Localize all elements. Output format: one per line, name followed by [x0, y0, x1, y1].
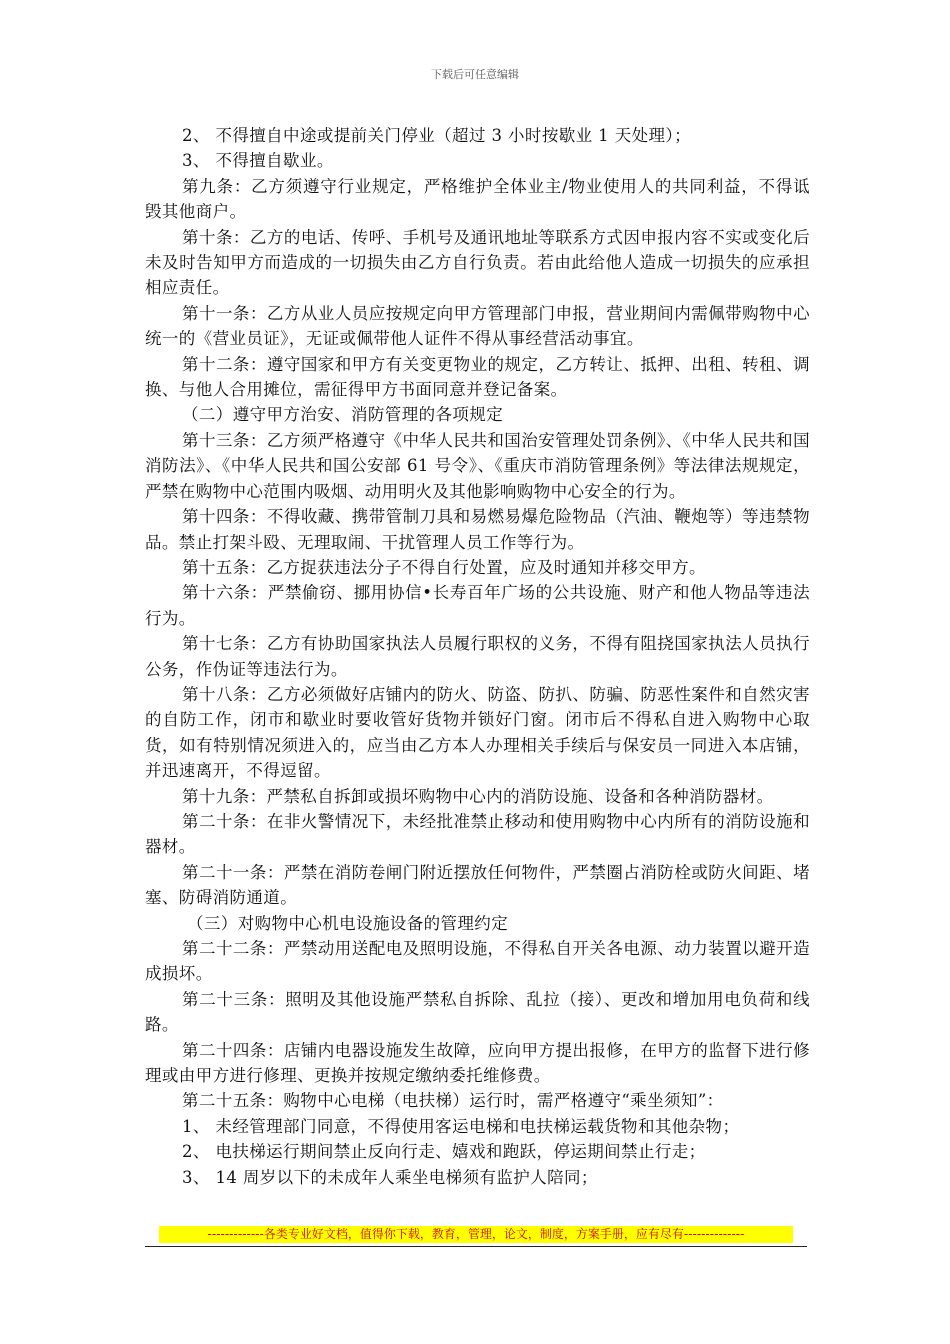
paragraph: 第十二条：遵守国家和甲方有关变更物业的规定，乙方转让、抵押、出租、转租、调换、与他人合用摊位，需征得甲方书面同意并登记备案。	[145, 354, 810, 400]
page-header: 下载后可任意编辑	[431, 68, 519, 81]
paragraph: 第二十二条：严禁动用送配电及照明设施，不得私自开关各电源、动力装置以避开造成损坏。	[145, 939, 810, 984]
paragraph: 第二十四条：店铺内电器设施发生故障，应向甲方提出报修，在甲方的监督下进行修理或由甲方进行修理、更换并按规定缴纳委托维修费。	[145, 1040, 810, 1086]
paragraph: 第十四条：不得收藏、携带管制刀具和易燃易爆危险物品（汽油、鞭炮等）等违禁物品。禁止打架斗殴、无理取闹、干扰管理人员工作等行为。	[145, 507, 810, 552]
paragraph: 第十条：乙方的电话、传呼、手机号及通讯地址等联系方式因申报内容不实或变化后未及时告知甲方而造成的一切损失由乙方自行负责。若由此给他人造成一切损失的应承担相应责任。	[145, 227, 810, 298]
paragraph: 第二十条：在非火警情况下，未经批准禁止移动和使用购物中心内所有的消防设施和器材。	[145, 811, 810, 857]
paragraph: （二）遵守甲方治安、消防管理的各项规定	[182, 405, 504, 425]
paragraph: 第十三条：乙方须严格遵守《中华人民共和国治安管理处罚条例》、《中华人民共和国消防法》、《中华人民共和国公安部 61 号令》、《重庆市消防管理条例》等法律法规规定，严禁在购物中心范围内吸烟、动用明火及其他影响购物中心安全的行为。	[145, 430, 810, 501]
paragraph: 3、 不得擅自歇业。	[182, 151, 334, 171]
paragraph: 第十六条：严禁偷窃、挪用协信•长寿百年广场的公共设施、财产和他人物品等违法行为。	[145, 583, 810, 628]
footer-divider	[145, 1246, 807, 1247]
paragraph: 第二十五条：购物中心电梯（电扶梯）运行时，需严格遵守“乘坐须知”：	[182, 1091, 724, 1111]
paragraph: 1、 未经管理部门同意，不得使用客运电梯和电扶梯运载货物和其他杂物；	[182, 1116, 740, 1136]
document-body	[145, 123, 810, 1190]
paragraph: （三）对购物中心机电设施设备的管理约定	[187, 913, 509, 933]
paragraph: 第十七条：乙方有协助国家执法人员履行职权的义务，不得有阻挠国家执法人员执行公务，作伪证等违法行为。	[145, 634, 810, 679]
paragraph: 2、 不得擅自中途或提前关门停业（超过 3 小时按歇业 1 天处理）；	[182, 126, 691, 145]
paragraph: 第二十一条：严禁在消防卷闸门附近摆放任何物件，严禁圈占消防栓或防火间距、堵塞、防碍消防通道。	[145, 862, 810, 908]
paragraph: 第十八条：乙方必须做好店铺内的防火、防盗、防扒、防骗、防恶性案件和自然灾害的自防工作，闭市和歇业时要收管好货物并锁好门窗。闭市后不得私自进入购物中心取货，如有特别情况须进入的，应当由乙方本人办理相关手续后与保安员一同进入本店铺，并迅速离开，不得逗留。	[145, 684, 810, 781]
paragraph: 第十九条：严禁私自拆卸或损坏购物中心内的消防设施、设备和各种消防器材。	[182, 786, 774, 806]
paragraph: 2、 电扶梯运行期间禁止反向行走、嬉戏和跑跃，停运期间禁止行走；	[182, 1142, 706, 1162]
paragraph: 3、 14 周岁以下的未成年人乘坐电梯须有监护人陪同；	[182, 1167, 598, 1187]
paragraph: 第十五条：乙方捉获违法分子不得自行处置，应及时通知并移交甲方。	[182, 557, 706, 577]
paragraph: 第十一条：乙方从业人员应按规定向甲方管理部门申报，营业期间内需佩带购物中心统一的《营业员证》，无证或佩带他人证件不得从事经营活动事宜。	[145, 303, 810, 349]
footer-banner: -------------各类专业好文档，值得你下载，教育，管理，论文，制度，方案手册，应有尽有--------------	[159, 1226, 793, 1243]
paragraph: 第二十三条：照明及其他设施严禁私自拆除、乱拉（接）、更改和增加用电负荷和线路。	[145, 989, 810, 1035]
paragraph: 第九条：乙方须遵守行业规定，严格维护全体业主/物业使用人的共同利益，不得诋毁其他商户。	[145, 176, 810, 222]
